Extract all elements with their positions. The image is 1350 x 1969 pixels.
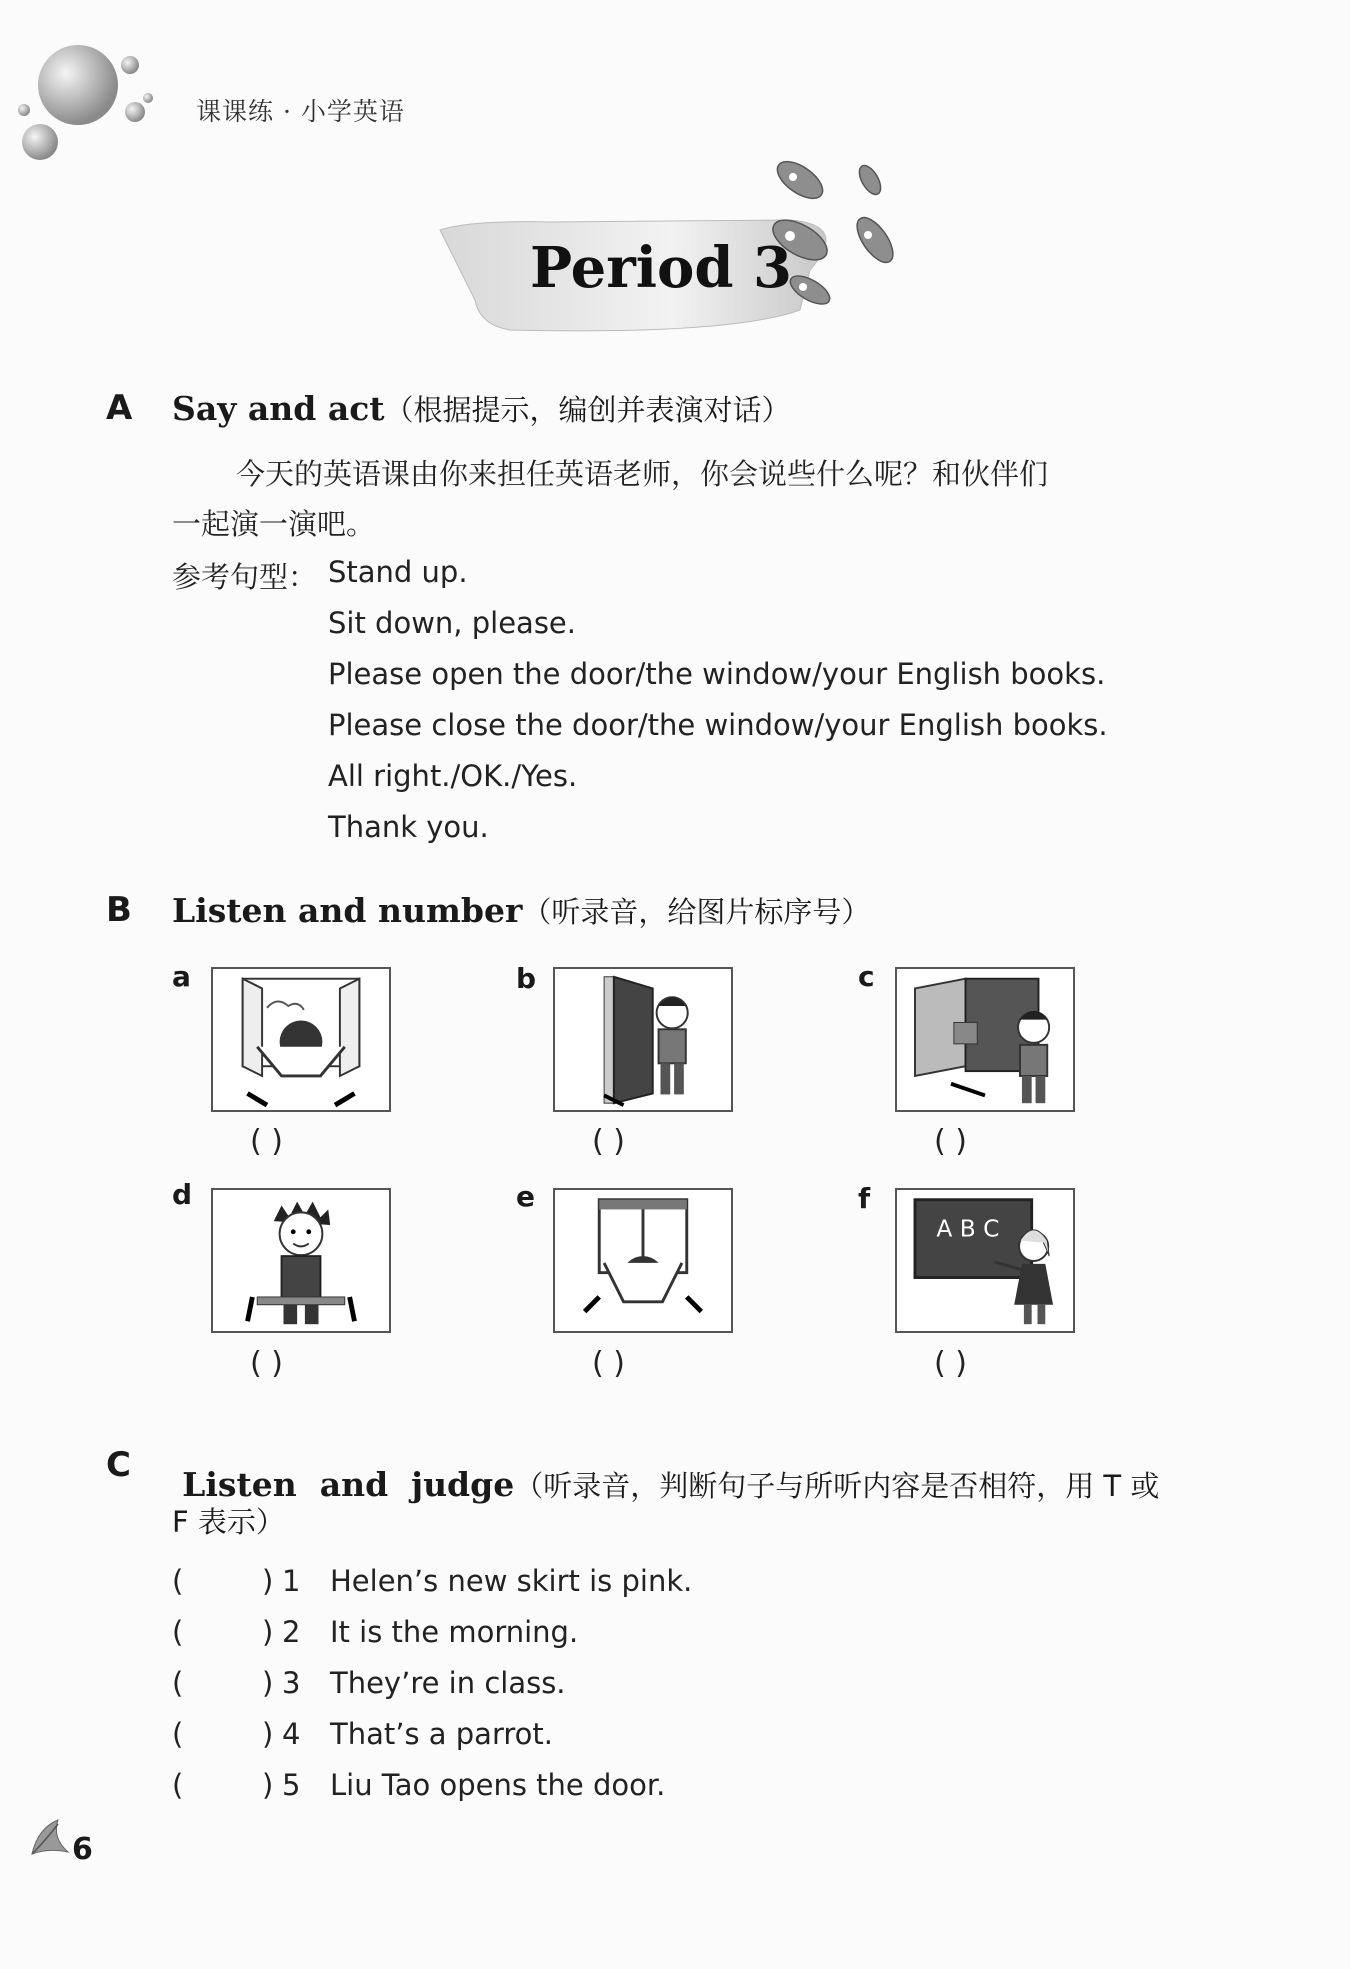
judge-num-3: 3 [282,1666,301,1700]
picture-label-b: b [516,962,537,995]
judge-paren-close-1[interactable]: ) [262,1564,274,1598]
judge-paren-open-4[interactable]: ( [172,1717,184,1751]
judge-text-5: Liu Tao opens the door. [330,1768,666,1802]
judge-num-4: 4 [282,1717,301,1751]
section-c-note-line1: （听录音，判断句子与所听内容是否相符，用 T 或 [514,1469,1160,1503]
picture-label-d: d [172,1178,193,1211]
judge-paren-open-5[interactable]: ( [172,1768,184,1802]
judge-text-4: That’s a parrot. [330,1717,553,1751]
section-c-note-line2: F 表示） [172,1505,285,1539]
judge-item-3 [172,1666,566,1700]
answer-paren-d[interactable]: ( ) [250,1346,283,1381]
answer-paren-b[interactable]: ( ) [592,1124,625,1159]
judge-paren-close-3[interactable]: ) [262,1666,274,1700]
answer-paren-c[interactable]: ( ) [934,1124,967,1159]
answer-paren-f[interactable]: ( ) [934,1346,967,1381]
picture-a-open-window [211,967,391,1112]
sentence-4: Please close the door/the window/your English books. [328,708,1108,742]
period-title: Period 3 [530,235,792,301]
picture-label-c: c [858,960,875,993]
judge-text-3: They’re in class. [330,1666,566,1700]
judge-paren-close-2[interactable]: ) [262,1615,274,1649]
judge-item-4 [172,1717,553,1751]
picture-label-f: f [858,1182,871,1215]
judge-item-1 [172,1564,692,1598]
judge-item-2 [172,1615,578,1649]
bubbles-decoration [0,30,170,180]
sentence-1: Stand up. [328,555,468,589]
judge-paren-open-2[interactable]: ( [172,1615,184,1649]
section-c-letter: C [106,1445,131,1485]
sentence-2: Sit down, please. [328,606,576,640]
picture-label-e: e [516,1180,535,1213]
judge-paren-open-3[interactable]: ( [172,1666,184,1700]
judge-num-2: 2 [282,1615,301,1649]
section-a-intro-line1: 今天的英语课由你来担任英语老师，你会说些什么呢？和伙伴们 [236,457,1049,491]
header-title: 课课练 · 小学英语 [196,97,405,126]
picture-label-a: a [172,960,191,993]
section-a-note: （根据提示，编创并表演对话） [384,393,791,427]
judge-text-1: Helen’s new skirt is pink. [330,1564,693,1598]
section-a-letter: A [106,388,133,428]
section-a-title: Say and act [172,389,385,428]
judge-paren-open-1[interactable]: ( [172,1564,184,1598]
leaf-icon [28,1818,76,1858]
judge-text-2: It is the morning. [330,1615,579,1649]
picture-c-close-door [895,967,1075,1112]
section-b-title: Listen and number [172,891,523,930]
judge-paren-close-5[interactable]: ) [262,1768,274,1802]
picture-d-stand-up [211,1188,391,1333]
judge-item-5 [172,1768,665,1802]
judge-num-5: 5 [282,1768,301,1802]
section-a-intro-line2: 一起演一演吧。 [172,507,376,541]
judge-num-1: 1 [282,1564,301,1598]
section-b-note: （听录音，给图片标序号） [522,895,871,929]
sentence-6: Thank you. [328,810,489,844]
picture-e-close-window [553,1188,733,1333]
reference-label: 参考句型： [172,560,318,594]
blackboard-text: A B C [936,1214,1000,1243]
section-b-letter: B [106,890,132,930]
picture-b-open-door [553,967,733,1112]
page-number: 6 [72,1832,93,1867]
section-c-title: Listen and judge [182,1465,515,1504]
sentence-5: All right./OK./Yes. [328,759,578,793]
sentence-3: Please open the door/the window/your English books. [328,657,1106,691]
picture-f-teacher-board [895,1188,1075,1333]
answer-paren-a[interactable]: ( ) [250,1124,283,1159]
answer-paren-e[interactable]: ( ) [592,1346,625,1381]
judge-paren-close-4[interactable]: ) [262,1717,274,1751]
